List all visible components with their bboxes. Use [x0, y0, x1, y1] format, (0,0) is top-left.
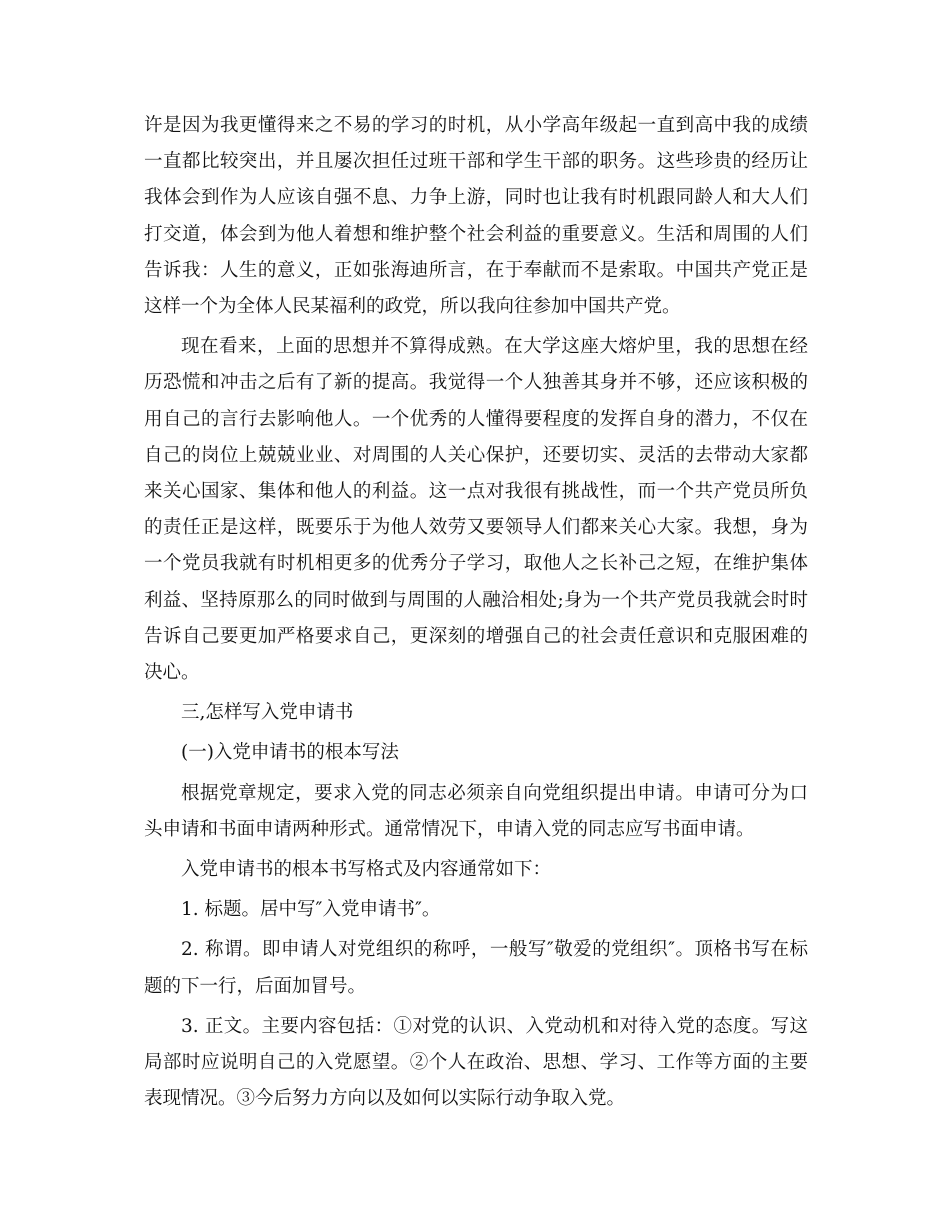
paragraph-charter-rules: 根据党章规定，要求入党的同志必须亲自向党组织提出申请。申请可分为口头申请和书面申请两种形式。通常情况下，申请入党的同志应写书面申请。 [144, 782, 808, 840]
subsection-heading-basic-method: (一)入党申请书的根本写法 [181, 742, 399, 764]
list-item-body: 3. 正文。主要内容包括：①对党的认识、入党动机和对待入党的态度。写这局部时应说明自己的入党愿望。②个人在政治、思想、学习、工作等方面的主要表现情况。③今后努力方向以及如何以实际行动争取入党。 [144, 1015, 808, 1110]
paragraph-motivation-continued: 许是因为我更懂得来之不易的学习的时机，从小学高年级起一直到高中我的成绩一直都比较突出，并且屡次担任过班干部和学生干部的职务。这些珍贵的经历让我体会到作为人应该自强不息、力争上游，同时也让我有时机跟同龄人和大人们打交道，体会到为他人着想和维护整个社会利益的重要意义。生活和周围的人们告诉我：人生的意义，正如张海迪所言，在于奉献而不是索取。中国共产党正是这样一个为全体人民某福利的政党，所以我向往参加中国共产党。 [144, 115, 808, 318]
list-item-title: 1. 标题。居中写″入党申请书″。 [181, 899, 441, 921]
document-page [144, 108, 808, 1117]
paragraph-current-thoughts: 现在看来，上面的思想并不算得成熟。在大学这座大熔炉里，我的思想在经历恐慌和冲击之后有了新的提高。我觉得一个人独善其身并不够，还应该积极的用自己的言行去影响他人。一个优秀的人懂得要程度的发挥自身的潜力，不仅在自己的岗位上兢兢业业、对周围的人关心保护，还要切实、灵活的去带动大家都来关心国家、集体和他人的利益。这一点对我很有挑战性，而一个共产党员所负的责任正是这样，既要乐于为他人效劳又要领导人们都来关心大家。我想，身为一个党员我就有时机相更多的优秀分子学习，取他人之长补己之短，在维护集体利益、坚持原那么的同时做到与周围的人融洽相处;身为一个共产党员我就会时时告诉自己要更加严格要求自己，更深刻的增强自己的社会责任意识和克服困难的决心。 [144, 336, 808, 684]
section-heading-how-to-write: 三,怎样写入党申请书 [181, 702, 354, 724]
paragraph-format-intro: 入党申请书的根本书写格式及内容通常如下： [181, 859, 552, 881]
list-item-salutation: 2. 称谓。即申请人对党组织的称呼，一般写″敬爱的党组织″。顶格书写在标题的下一行，后面加冒号。 [144, 939, 808, 997]
